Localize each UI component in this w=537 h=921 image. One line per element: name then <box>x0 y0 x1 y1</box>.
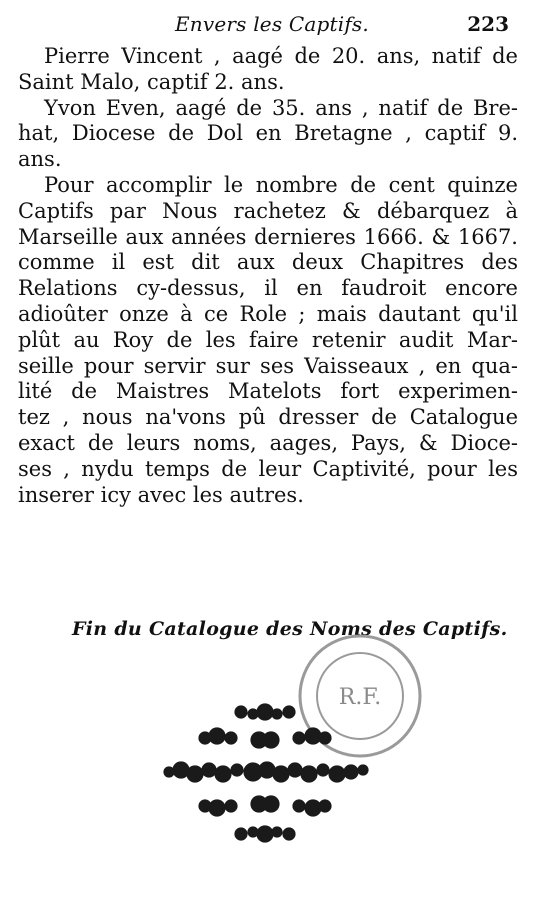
page-number: 223 <box>467 12 509 36</box>
text-line: seille pour servir sur ses Vaisseaux , en qua- <box>18 353 518 378</box>
colophon: Fin du Catalogue des Noms des Captifs. <box>72 618 508 640</box>
text-line: inserer icy avec les autres. <box>18 482 304 507</box>
text-line: ans. <box>18 147 62 172</box>
text-line: lité de Maistres Matelots fort experimen- <box>18 379 518 404</box>
fleuron-row-1 <box>235 704 295 720</box>
text-line: comme il est dit aux deux Chapitres des <box>18 250 518 275</box>
text-line: exact de leurs noms, aages, Pays, & Dioce- <box>18 430 518 455</box>
fleuron-row-3 <box>164 762 368 782</box>
fleuron-row-2 <box>199 728 331 748</box>
page-header <box>0 12 537 40</box>
fleuron-row-5 <box>235 826 295 842</box>
text-line: Captifs par Nous rachetez & débarquez à <box>18 198 518 223</box>
text-line: ses , nydu temps de leur Captivité, pour les <box>18 456 518 481</box>
stamp-text: R.F. <box>338 685 382 710</box>
text-line: Relations cy-dessus, il en faudroit encore <box>18 276 518 301</box>
text-line: tez , nous na'vons pû dresser de Catalogue <box>18 405 518 430</box>
text-line: hat, Diocese de Dol en Bretagne , captif 9. <box>18 121 518 146</box>
text-line: Yvon Even, aagé de 35. ans , natif de Bre- <box>44 95 518 120</box>
catalogue-text <box>18 44 518 508</box>
text-line: adioûter onze à ce Role ; mais dautant qu'il <box>18 301 518 326</box>
text-line: plût au Roy de les faire retenir audit Mar- <box>18 327 518 352</box>
fleuron-row-4 <box>199 796 331 816</box>
running-head: Envers les Captifs. <box>175 12 369 36</box>
text-line: Saint Malo, captif 2. ans. <box>18 69 285 94</box>
text-line: Marseille aux années dernieres 1666. & 1667. <box>18 224 518 249</box>
text-line: Pour accomplir le nombre de cent quinze <box>44 172 518 197</box>
text-line: Pierre Vincent , aagé de 20. ans, natif de <box>44 44 518 68</box>
fleuron-ornament <box>155 700 375 850</box>
